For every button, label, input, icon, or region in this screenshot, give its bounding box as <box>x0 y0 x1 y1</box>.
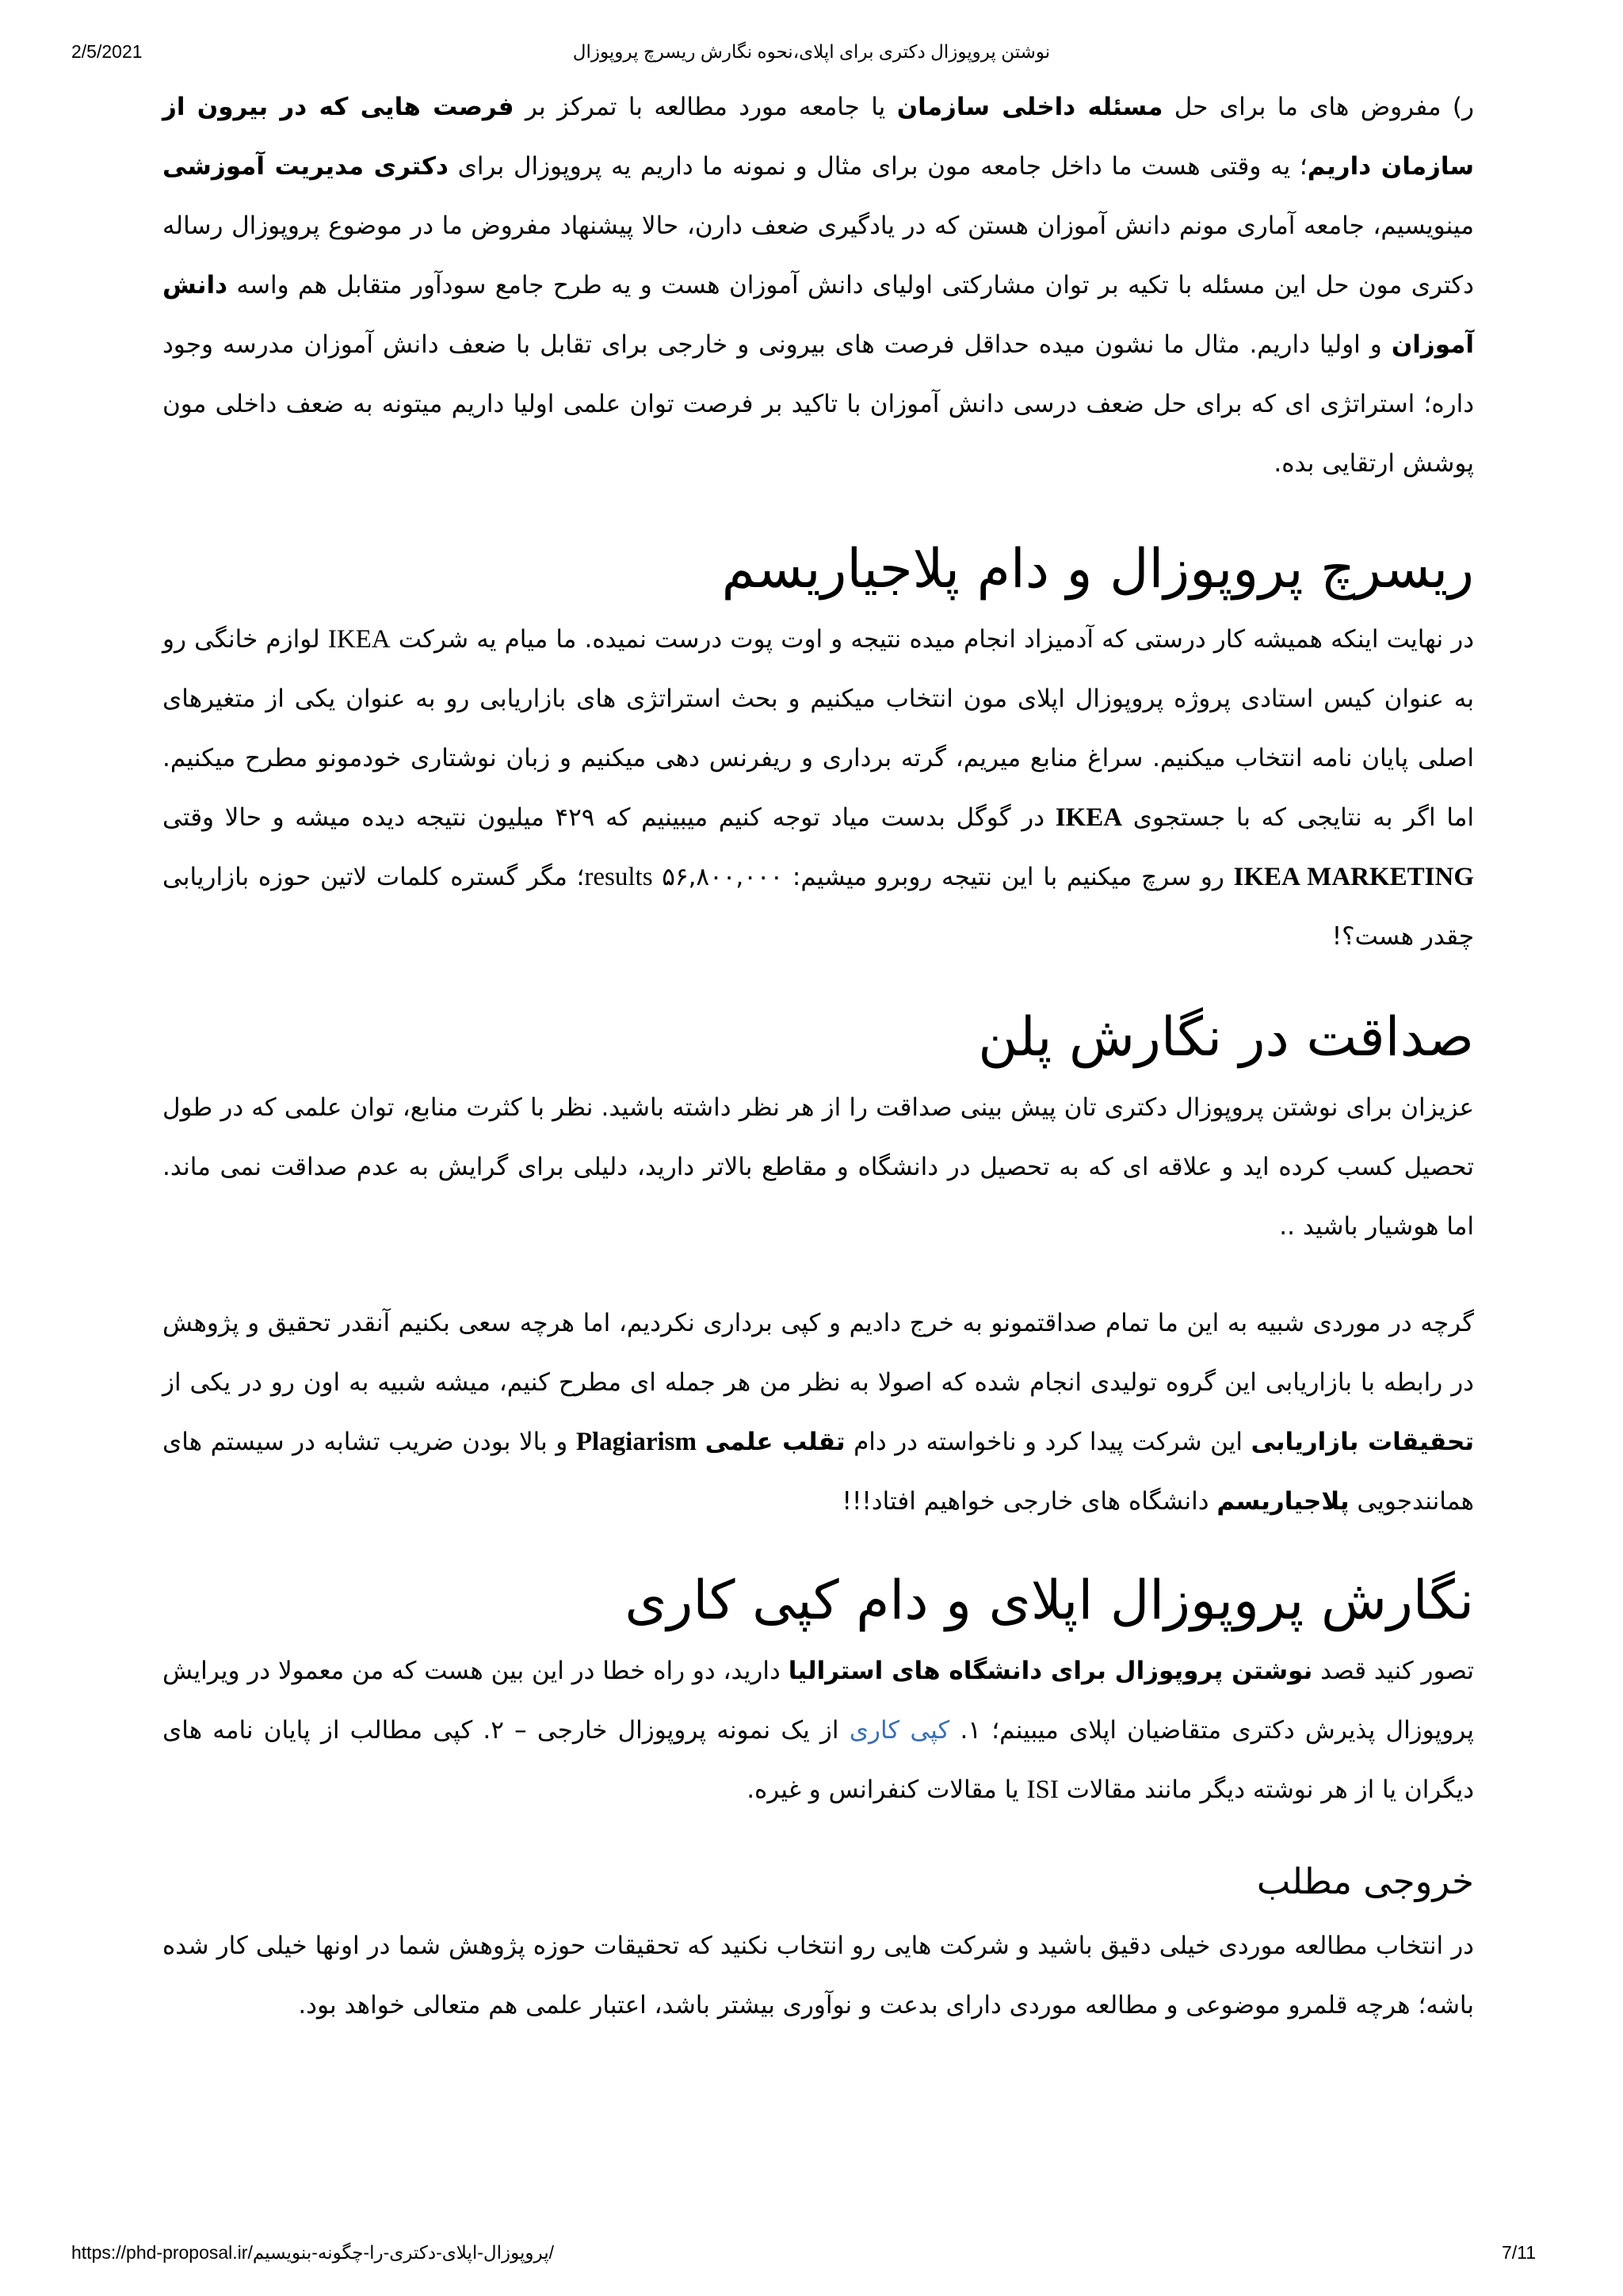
conclusion-section <box>162 1917 1474 2035</box>
page-number: 7/11 <box>1501 2242 1536 2263</box>
text-run: رو سرچ میکنیم با این نتیجه روبرو میشیم: <box>783 863 1234 891</box>
text-run: و بالا بودن ضریب تشابه در سیستم های همانندجویی <box>162 1428 1474 1516</box>
latin-run: IKEA <box>327 625 391 654</box>
intro-paragraph <box>162 78 1474 494</box>
bold-run: مسئله داخلی سازمان <box>896 93 1163 121</box>
text-run: دارید، دو راه خطا در این بین هست که من معمولا در ویرایش پروپوزال پذیرش دکتری متقاضیان اپلای میبینم؛ ۱. <box>162 1657 1474 1745</box>
page-url: https://phd-proposal.ir/پروپوزال-اپلای-دکتری-را-چگونه-بنویسیم/ <box>71 2242 554 2263</box>
text-run: ؛ مگر گستره کلمات لاتین حوزه بازاریابی چقدر هست؟! <box>162 863 1474 951</box>
copy-work-link[interactable]: کپی کاری <box>849 1716 950 1745</box>
number-run: ۵۶,۸۰۰,۰۰۰ <box>662 863 784 891</box>
text-run: یا مقالات کنفرانس و غیره. <box>747 1775 1027 1804</box>
intro-section <box>162 78 1474 494</box>
bold-run: نوشتن پروپوزال برای دانشگاه های استرالیا <box>788 1657 1313 1685</box>
bold-run: تقلب علمی <box>705 1428 846 1456</box>
honesty-paragraph-2 <box>162 1294 1474 1531</box>
text-run: ؛ یه وقتی هست ما داخل جامعه مون برای مثال و نمونه ما داریم یه پروپوزال برای <box>448 152 1308 181</box>
text-run: دانشگاه های خارجی خواهیم افتاد!!! <box>842 1487 1217 1516</box>
print-date: 2/5/2021 <box>71 41 143 62</box>
copy-section <box>162 1642 1474 1820</box>
text-run: این شرکت پیدا کرد و ناخواسته در دام <box>845 1428 1251 1456</box>
article-body <box>162 78 1474 2035</box>
honesty-section <box>162 1078 1474 1531</box>
latin-run: results <box>584 863 653 891</box>
print-footer <box>0 2239 1623 2271</box>
bold-run: تحقیقات بازاریابی <box>1251 1428 1474 1456</box>
text-run: از یک نمونه پروپوزال خارجی – ۲. کپی مطالب از پایان نامه های دیگران یا از هر نوشته دیگر مانند مقالات <box>162 1716 1474 1804</box>
text-run: مینویسیم، جامعه آماری مونم دانش آموزان هستن که در یادگیری ضعف دارن، حالا پیشنهاد مفروض ما در موضوع پروپوزال رساله دکتری مون حل این مسئله با تکیه بر توان مشارکتی اولیای دانش آموزان هست و یه طرح جامع سودآور متقابل هم واسه <box>162 212 1474 299</box>
latin-bold-run: IKEA <box>1055 803 1123 832</box>
copy-paragraph <box>162 1642 1474 1820</box>
print-header <box>0 32 1623 71</box>
bold-run: پلاجیاریسم <box>1216 1487 1350 1516</box>
heading-copy-trap: نگارش پروپوزال اپلای و دام کپی کاری <box>624 1569 1474 1632</box>
text-run: و اولیا داریم. مثال ما نشون میده حداقل فرصت های بیرونی و خارجی برای تقابل با ضعف دانش آموزان مدرسه وجود داره؛ استراتژی ای که برای حل ضعف درسی دانش آموزان با تاکید بر فرصت توان علمی اولیا داریم میتونه به ضعف داخلی مون پوشش ارتقایی بده. <box>162 330 1474 478</box>
text-run: در نهایت اینکه همیشه کار درستی که آدمیزاد انجام میده نتیجه و اوت پوت درست نمیده. ما میام یه شرکت <box>390 625 1474 654</box>
latin-bold-run: Plagiarism <box>575 1428 697 1456</box>
conclusion-paragraph: در انتخاب مطالعه موردی خیلی دقیق باشید و شرکت هایی رو انتخاب نکنید که تحقیقات حوزه پژوهش شما در اونها خیلی کار شده باشه؛ هرچه قلمرو موضوعی و مطالعه موردی دارای بدعت و نوآوری بیشتر باشد، اعتبار علمی هم متعالی خواهد بود. <box>162 1932 1474 2019</box>
heading-plagiarism-trap: ریسرچ پروپوزال و دام پلاجیاریسم <box>721 538 1474 601</box>
latin-run: ISI <box>1026 1775 1059 1804</box>
text-run: تصور کنید قصد <box>1312 1657 1474 1685</box>
bold-run: دکتری مدیریت آموزشی <box>162 152 449 181</box>
heading-conclusion: خروجی مطلب <box>1256 1860 1474 1902</box>
text-run: در گوگل بدست میاد توجه کنیم میبینیم که ۴۲۹ میلیون نتیجه دیده میشه و حالا وقتی <box>162 803 1056 832</box>
bold-run: فرصت هایی که در بیرون از سازمان داریم <box>162 93 1475 181</box>
heading-honesty: صداقت در نگارش پلن <box>978 1006 1474 1069</box>
latin-bold-run: IKEA MARKETING <box>1233 863 1475 891</box>
plagiarism-section <box>162 610 1474 967</box>
honesty-paragraph-1: عزیزان برای نوشتن پروپوزال دکتری تان پیش بینی صداقت را از هر نظر داشته باشید. نظر با کثرت منابع، توان علمی که در طول تحصیل کسب کرده اید و علاقه ای که به تحصیل در دانشگاه و مقاطع بالاتر دارید، دلیلی برای گرایش به عدم صداقت نمی ماند. اما هوشیار باشید .. <box>162 1093 1474 1241</box>
text-run: لوازم خانگی رو به عنوان کیس استادی پروژه پروپوزال اپلای مون انتخاب میکنیم و بحث استراتژی های بازاریابی رو به عنوان یکی از متغیرهای اصلی پایان نامه انتخاب میکنیم. سراغ منابع میریم، گرته برداری و ریفرنس دهی میکنیم و زبان نوشتاری خودمونو مطرح میکنیم. اما اگر به نتایجی که با جستجوی <box>162 625 1475 832</box>
print-title: نوشتن پروپوزال دکتری برای اپلای،نحوه نگارش ریسرچ پروپوزال <box>572 41 1051 62</box>
text-run: ر) مفروض های ما برای حل <box>1163 93 1474 121</box>
ikea-paragraph <box>162 610 1474 967</box>
text-run: یا جامعه مورد مطالعه با تمرکز بر <box>514 93 897 121</box>
bold-run: دانش آموزان <box>162 271 1474 359</box>
text-run: گرچه در موردی شبیه به این ما تمام صداقتمونو به خرج دادیم و کپی برداری نکردیم، اما هرچه سعی بکنیم آنقدر تحقیق و پژوهش در رابطه با بازاریابی این گروه تولیدی انجام شده که اصولا به نظر من هر جمله ای مطرح کنیم، میشه شبیه به اون رو در یکی از <box>162 1309 1474 1397</box>
